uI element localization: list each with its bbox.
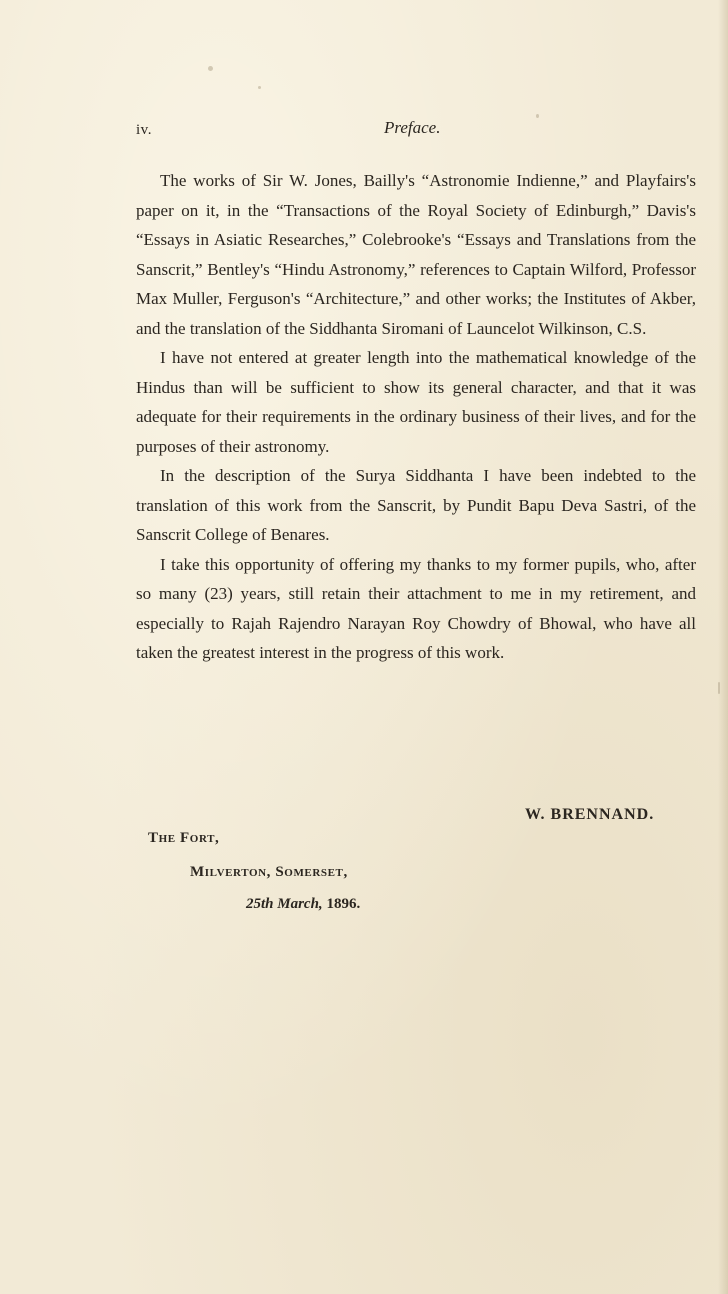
paragraph-surya-siddhanta: In the description of the Surya Siddhanta I have been indebted to the translation of this work from the Sanscrit, by Pundit Bapu Deva Sastri, of the Sanscrit College of Benares.	[136, 466, 696, 544]
paragraph-sources: The works of Sir W. Jones, Bailly's “Astronomie Indienne,” and Playfairs's paper on it, in the “Transactions of the Royal Society of Edinburgh,” Davis's “Essays in Asiatic Researches,” Colebrooke's “Essays and Translations from the Sanscrit,” Bentley's “Hindu Astronomy,” references to Captain Wilford, Professor Max Muller, Ferguson's “Architecture,” and other works; the Institutes of Akber, and the translation of the Siddhanta Siromani of Launcelot Wilkinson, C.S.	[136, 171, 696, 338]
page-number: iv.	[136, 122, 152, 138]
page-header	[136, 118, 696, 142]
paragraph-mathematics: I have not entered at greater length into the mathematical knowledge of the Hindus than will be sufficient to show its general character, and that it was adequate for their requirements in the ordinary business of their lives, and for the purposes of their astronomy.	[136, 348, 696, 456]
date-line	[246, 896, 360, 913]
paper-speck	[258, 86, 261, 89]
paper-speck	[208, 66, 213, 71]
place-line-1: The Fort,	[148, 830, 220, 846]
preface-body	[136, 166, 696, 668]
place-line-2: Milverton, Somerset,	[190, 864, 348, 880]
author-signature: W. BRENNAND.	[525, 806, 655, 823]
date-year: 1896.	[326, 896, 361, 912]
running-title: Preface.	[384, 118, 441, 137]
date-day: 25th March,	[246, 896, 323, 912]
page-edge-shadow	[718, 0, 728, 1294]
paper-speck	[718, 682, 720, 694]
paragraph-thanks: I take this opportunity of offering my thanks to my former pupils, who, after so many (23) years, still retain their attachment to me in my retirement, and especially to Rajah Rajendro Narayan Roy Chowdry of Bhowal, who have all taken the greatest interest in the progress of this work.	[136, 554, 696, 662]
